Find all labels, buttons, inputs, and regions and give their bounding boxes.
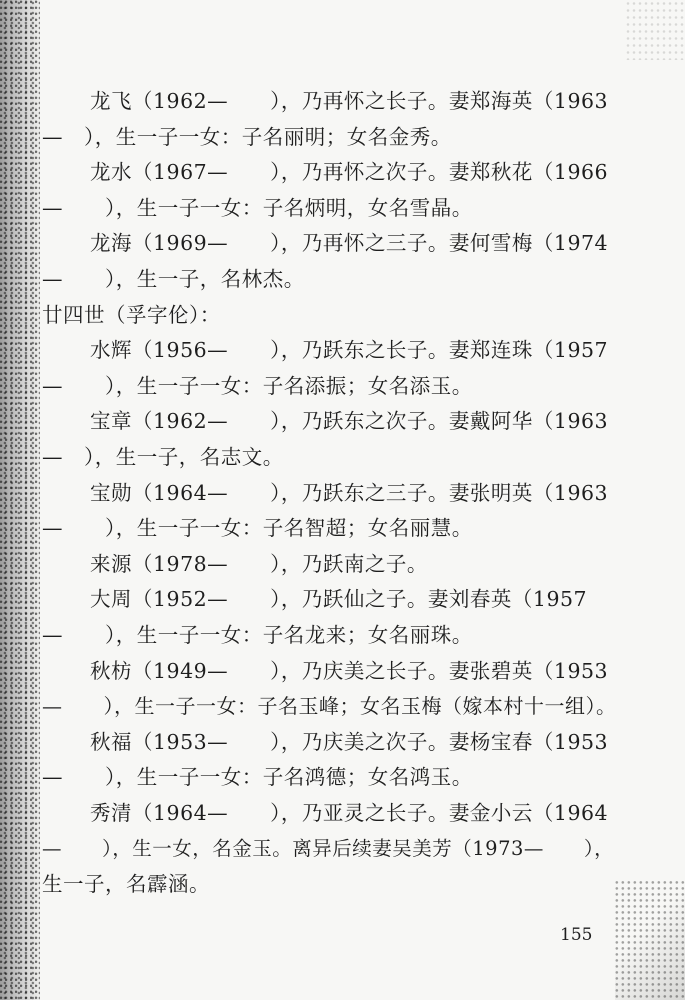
text-line: 来源（1978— ），乃跃南之子。: [90, 551, 428, 576]
text-line: 水辉（1956— ），乃跃东之长子。妻郑连珠（1957: [90, 338, 609, 363]
text-line: — ），生一子一女：子名添振；女名添玉。: [42, 373, 473, 398]
text-line: — ），生一子一女：子名玉峰；女名玉梅（嫁本村十一组）。: [42, 694, 617, 719]
document-body: [42, 84, 617, 903]
text-line: — ），生一子，名林杰。: [42, 266, 305, 291]
text-line: 龙飞（1962— ），乃再怀之长子。妻郑海英（1963: [90, 89, 609, 113]
text-line: 宝章（1962— ），乃跃东之次子。妻戴阿华（1963: [90, 409, 609, 434]
text-line: — ），生一子一女：子名炳明，女名雪晶。: [42, 195, 473, 220]
text-line: 秋福（1953— ），乃庆美之次子。妻杨宝春（1953: [90, 729, 609, 754]
scan-speckle-top-right: [625, 0, 685, 60]
text-line: — ），生一女，名金玉。离异后续妻吴美芳（1973— ），: [42, 837, 615, 861]
text-line: — ），生一子一女：子名丽明；女名金秀。: [42, 124, 452, 149]
scan-speckle-bottom-right: [615, 880, 685, 1000]
text-line: 生一子，名霹涵。: [42, 872, 210, 897]
text-line: 大周（1952— ），乃跃仙之子。妻刘春英（1957: [90, 587, 588, 612]
text-line: 秀清（1964— ），乃亚灵之长子。妻金小云（1964: [90, 800, 609, 825]
text-line: 龙海（1969— ），乃再怀之三子。妻何雪梅（1974: [90, 231, 609, 256]
text-line: — ），生一子一女：子名龙来；女名丽珠。: [42, 622, 473, 647]
scan-shadow-left: [0, 0, 40, 1000]
text-line: 秋枋（1949— ），乃庆美之长子。妻张碧英（1953: [90, 658, 609, 683]
text-line: — ），生一子一女：子名智超；女名丽慧。: [42, 516, 473, 541]
text-line: — ），生一子，名志文。: [42, 444, 284, 469]
text-line: 廿四世（孚字伦）：: [42, 302, 221, 327]
page-number: 155: [560, 925, 593, 945]
text-line: 宝勋（1964— ），乃跃东之三子。妻张明英（1963: [90, 480, 609, 505]
text-line: — ），生一子一女：子名鸿德；女名鸿玉。: [42, 765, 473, 790]
text-line: 龙水（1967— ），乃再怀之次子。妻郑秋花（1966: [90, 160, 609, 185]
